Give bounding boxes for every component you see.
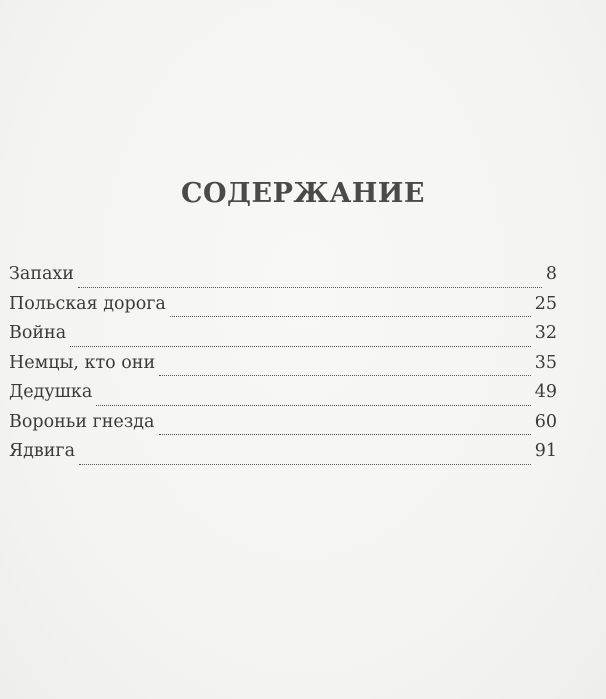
toc-entry-page: 32: [534, 323, 557, 343]
toc-entry-title: Дедушка: [9, 382, 93, 402]
toc-entry: [9, 382, 557, 412]
toc-entry-page: 8: [545, 264, 557, 284]
toc-entry-page: 25: [534, 293, 557, 314]
toc-entry: [9, 353, 557, 383]
toc-leader-dots: [170, 315, 531, 317]
table-of-contents: [9, 264, 557, 471]
toc-entry-title: Война: [9, 323, 67, 343]
toc-entry-title: Польская дорога: [9, 293, 166, 314]
toc-leader-dots: [96, 404, 530, 406]
contents-heading: СОДЕРЖАНИЕ: [181, 178, 425, 209]
toc-entry-page: 60: [534, 411, 557, 432]
toc-entry: [9, 323, 557, 353]
toc-entry: [9, 412, 557, 442]
toc-entry: [9, 294, 557, 324]
toc-entry-title: Немцы, кто они: [9, 352, 156, 373]
toc-entry-page: 91: [534, 441, 557, 461]
toc-leader-dots: [78, 286, 542, 288]
toc-leader-dots: [159, 374, 531, 376]
toc-leader-dots: [159, 433, 531, 435]
toc-entry-page: 49: [534, 382, 557, 402]
toc-entry-title: Ядвига: [9, 441, 76, 461]
toc-entry: [9, 264, 557, 294]
toc-entry: [9, 441, 557, 471]
toc-leader-dots: [79, 463, 531, 465]
toc-entry-title: Запахи: [9, 264, 74, 284]
toc-entry-page: 35: [534, 352, 557, 373]
toc-leader-dots: [70, 345, 531, 347]
toc-entry-title: Вороньи гнезда: [9, 411, 155, 432]
